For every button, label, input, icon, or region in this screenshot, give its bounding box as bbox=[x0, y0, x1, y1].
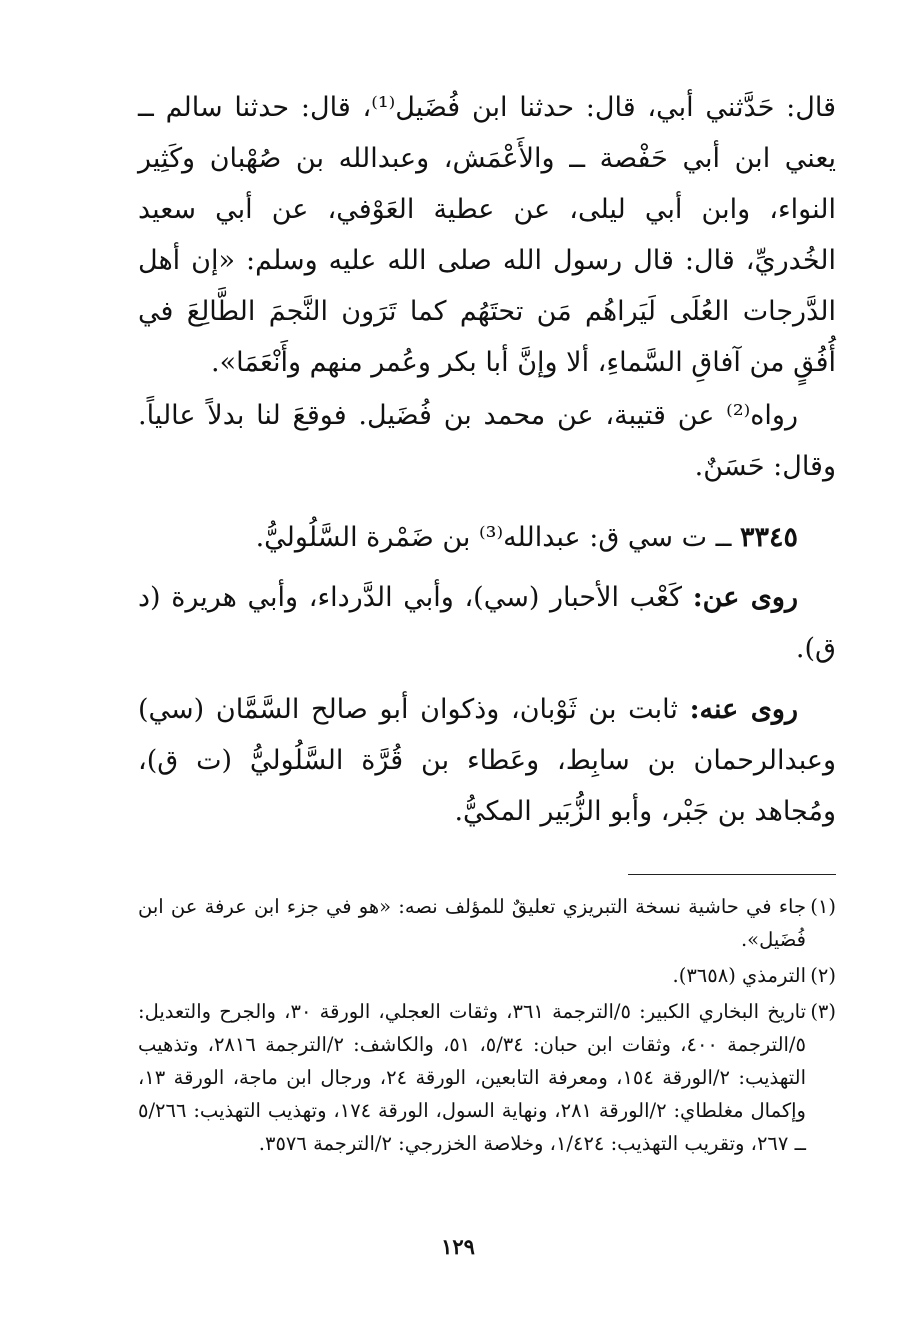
footnote-divider bbox=[628, 874, 836, 875]
entry-name: ــ ت سي ق: عبدالله⁽³⁾ بن ضَمْرة السَّلُوليُّ. bbox=[255, 522, 740, 553]
footnote-number: (٣) bbox=[810, 1000, 837, 1023]
footnote bbox=[138, 890, 836, 956]
narration-paragraph bbox=[138, 390, 836, 492]
footnote-number: (٢) bbox=[810, 964, 836, 987]
hadith-text: قال: حَدَّثني أبي، قال: حدثنا ابن فُضَيل⁽¹⁾، قال: حدثنا سالم ــ يعني ابن أبي حَفْصة ــ والأَعْمَش، وعبدالله بن صُهْبان وكَثِير النواء، وابن أبي ليلى، عن عطية العَوْفي، عن أبي سعيد الخُدريِّ، قال: قال رسول الله صلى الله عليه وسلم: «إن أهل الدَّرجات العُلَى لَيَراهُم مَن تحتَهُم كما تَرَون النَّجمَ الطَّالِعَ في أُفُقٍ من آفاقِ السَّماءِ، ألا وإنَّ أبا بكر وعُمر منهم وأَنْعَمَا». bbox=[138, 92, 836, 378]
footnote-text: الترمذي (٣٦٥٨). bbox=[672, 964, 806, 987]
narration-text: رواه⁽²⁾ عن قتيبة، عن محمد بن فُضَيل. فوقعَ لنا بدلاً عالياً. وقال: حَسَنٌ. bbox=[138, 400, 836, 482]
narrated-by-text: ثابت بن ثَوْبان، وذكوان أبو صالح السَّمَّان (سي) وعبدالرحمان بن سابِط، وعَطاء بن قُرَّة السَّلُوليُّ (ت ق)، ومُجاهد بن جَبْر، وأبو الزُّبَير المكيُّ. bbox=[138, 694, 836, 827]
footnote bbox=[138, 995, 836, 1160]
footnote-text: جاء في حاشية نسخة التبريزي تعليقٌ للمؤلف نصه: «هو في جزء ابن عرفة عن ابن فُضَيل». bbox=[138, 895, 806, 951]
footnote-number: (١) bbox=[810, 895, 836, 918]
entry-heading bbox=[138, 512, 836, 563]
page-number: ١٢٩ bbox=[441, 1234, 475, 1259]
hadith-paragraph bbox=[138, 82, 836, 388]
narrated-from-paragraph bbox=[138, 572, 836, 674]
narrated-from-text: كَعْب الأحبار (سي)، وأبي الدَّرداء، وأبي هريرة (د ق). bbox=[138, 582, 836, 664]
footnote-text: تاريخ البخاري الكبير: ٥/الترجمة ٣٦١، وثقات العجلي، الورقة ٣٠، والجرح والتعديل: ٥/الترجمة ٤٠٠، وثقات ابن حبان: ٥/٣٤، ٥١، والكاشف: ٢/الترجمة ٢٨١٦، وتذهيب التهذيب: ٢/الورقة ١٥٤، ومعرفة التابعين، الورقة ٢٤، ورجال ابن ماجة، الورقة ١٣، وإكمال مغلطاي: ٢/الورقة ٢٨١، ونهاية السول، الورقة ١٧٤، وتهذيب التهذيب: ٥/٢٦٦ ــ ٢٦٧، وتقريب التهذيب: ١/٤٢٤، وخلاصة الخزرجي: ٢/الترجمة ٣٥٧٦. bbox=[138, 1000, 807, 1155]
entry-number: ٣٣٤٥ bbox=[739, 522, 798, 553]
narrated-from-label: روى عن: bbox=[692, 582, 798, 613]
narrated-by-label: روى عنه: bbox=[689, 694, 798, 725]
footnote bbox=[138, 959, 836, 992]
footnotes bbox=[138, 890, 836, 1163]
narrated-by-paragraph bbox=[138, 684, 836, 837]
